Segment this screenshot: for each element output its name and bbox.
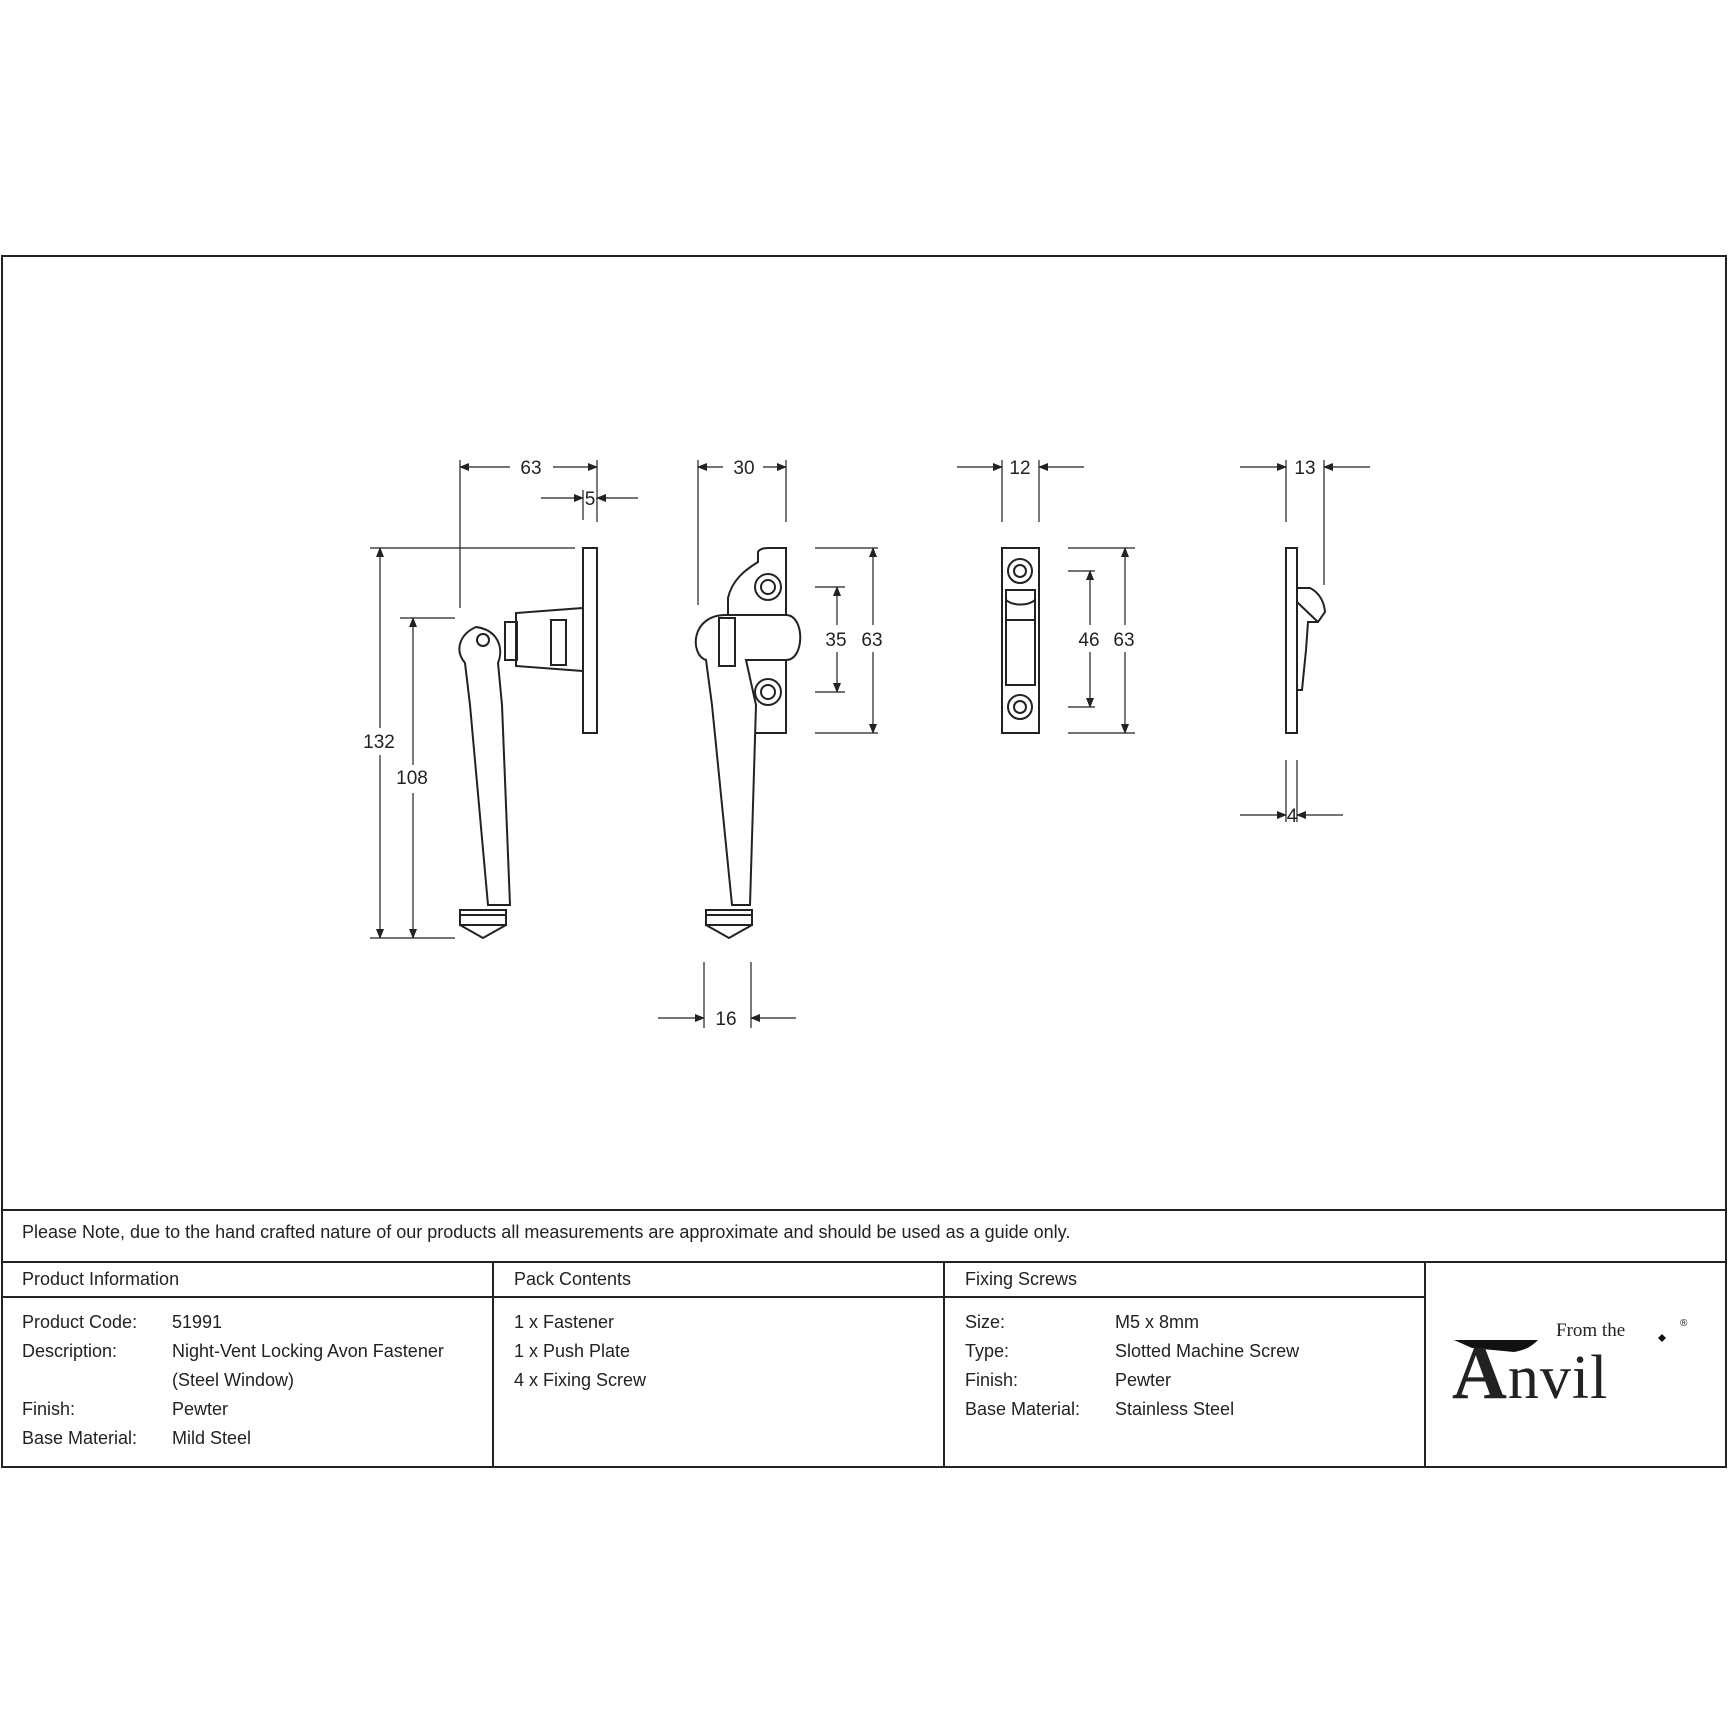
dim-side-height-handle: 108 [396, 768, 428, 789]
product-information-header: Product Information [22, 1269, 180, 1289]
pack-item: 1 x Push Plate [514, 1341, 631, 1361]
dim-front-screw-spacing: 35 [825, 630, 847, 651]
push-plate-dimensions [957, 460, 1135, 733]
dim-side-height-total: 132 [363, 732, 395, 753]
screw-base-material-value: Stainless Steel [1115, 1399, 1235, 1419]
dim-edge-thickness: 4 [1286, 806, 1298, 827]
edge-view [1286, 548, 1325, 733]
logo-brand-initial: A [1452, 1331, 1508, 1415]
dim-edge-projection: 13 [1294, 458, 1316, 479]
dim-front-plate-height: 63 [861, 630, 883, 651]
pack-item: 4 x Fixing Screw [514, 1370, 647, 1390]
screw-size-value: M5 x 8mm [1115, 1312, 1200, 1332]
product-code-value: 51991 [172, 1312, 223, 1332]
screw-base-material-label: Base Material: [965, 1399, 1081, 1419]
dim-plate-screw-spacing: 46 [1078, 630, 1100, 651]
fixing-screws-panel [965, 1265, 1415, 1465]
registered-mark: ® [1680, 1318, 1688, 1329]
screw-finish-value: Pewter [1115, 1370, 1172, 1390]
screw-type-label: Type: [965, 1341, 1010, 1361]
description-value: Night-Vent Locking Avon Fastener [172, 1341, 444, 1361]
push-plate-view [1002, 548, 1039, 733]
base-material-value: Mild Steel [172, 1428, 252, 1448]
finish-label: Finish: [22, 1399, 76, 1419]
logo-brand-rest: nvil [1507, 1344, 1609, 1412]
logo-brand-text [1452, 1330, 1608, 1417]
dim-plate-height: 63 [1113, 630, 1135, 651]
dim-plate-width: 12 [1009, 458, 1031, 479]
dim-front-width: 30 [733, 458, 755, 479]
pack-item: 1 x Fastener [514, 1312, 615, 1332]
logo-from-text: From the [1556, 1320, 1626, 1341]
dim-front-tip-width: 16 [715, 1009, 737, 1030]
edge-view-dimensions [1240, 460, 1370, 822]
dim-side-width: 63 [520, 458, 542, 479]
screw-type-value: Slotted Machine Screw [1115, 1341, 1300, 1361]
side-view [459, 548, 597, 938]
base-material-label: Base Material: [22, 1428, 138, 1448]
fixing-screws-header: Fixing Screws [965, 1269, 1078, 1289]
measurement-note: Please Note, due to the hand crafted nature of our products all measurements are approximate and should be used as a guide only. [22, 1222, 1071, 1242]
product-code-label: Product Code: [22, 1312, 138, 1332]
screw-finish-label: Finish: [965, 1370, 1019, 1390]
pack-contents-header: Pack Contents [514, 1269, 632, 1289]
dim-side-plate: 5 [584, 489, 596, 510]
screw-size-label: Size: [965, 1312, 1006, 1332]
description-label: Description: [22, 1341, 118, 1361]
description-value-continued: (Steel Window) [172, 1370, 295, 1390]
from-the-anvil-logo [1452, 1318, 1692, 1415]
pack-contents-panel [514, 1265, 934, 1465]
finish-value: Pewter [172, 1399, 229, 1419]
product-information-panel [22, 1265, 482, 1465]
front-view-dimensions [658, 460, 878, 1028]
front-view [696, 548, 800, 938]
